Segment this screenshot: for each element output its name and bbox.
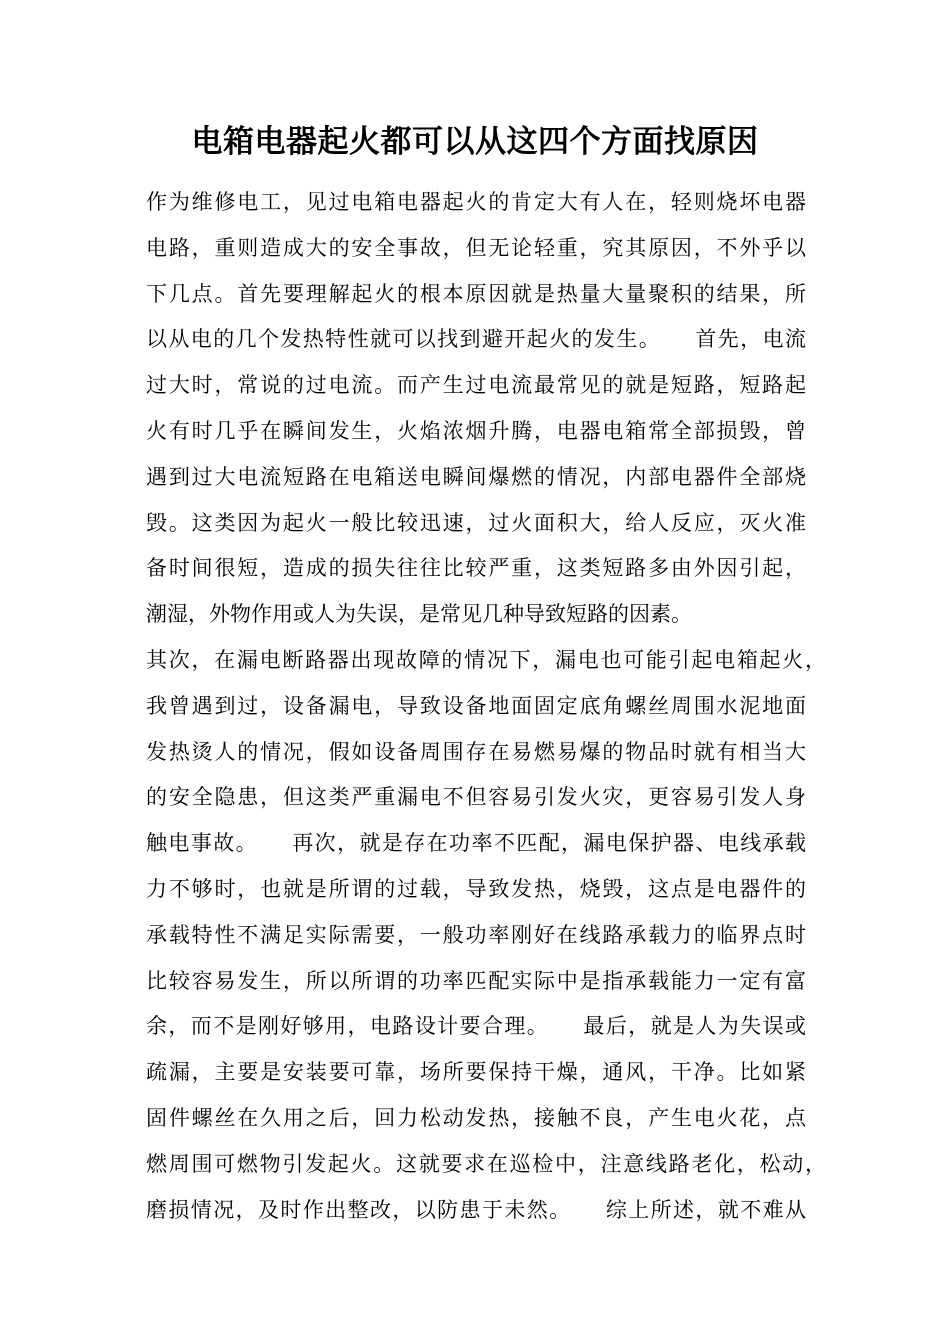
- text-line: 下几点。首先要理解起火的根本原因就是热量大量聚积的结果，所: [146, 281, 806, 306]
- text-line: 备时间很短，造成的损失往往比较严重，这类短路多由外因引起，: [146, 556, 806, 581]
- text-line: 火有时几乎在瞬间发生，火焰浓烟升腾，电器电箱常全部损毁，曾: [146, 418, 806, 443]
- text-line: 毁。这类因为起火一般比较迅速，过火面积大，给人反应，灭火准: [146, 510, 806, 535]
- text-line: 疏漏，主要是安装要可靠，场所要保持干燥，通风，干净。比如紧: [146, 1060, 806, 1085]
- text-line: 的安全隐患，但这类严重漏电不但容易引发火灾，更容易引发人身: [146, 785, 806, 810]
- text-line: 电路，重则造成大的安全事故，但无论轻重，究其原因，不外乎以: [146, 235, 806, 260]
- text-line: 磨损情况，及时作出整改，以防患于未然。 综上所述，就不难从: [146, 1197, 806, 1222]
- text-line: 承载特性不满足实际需要，一般功率刚好在线路承载力的临界点时: [146, 922, 806, 947]
- document-body: [146, 180, 826, 1233]
- document-title: 电箱电器起火都可以从这四个方面找原因: [191, 124, 759, 160]
- text-line: 潮湿，外物作用或人为失误，是常见几种导致短路的因素。: [146, 602, 692, 627]
- text-line: 发热烫人的情况，假如设备周围存在易燃易爆的物品时就有相当大: [146, 739, 806, 764]
- text-line: 作为维修电工，见过电箱电器起火的肯定大有人在，轻则烧坏电器: [146, 190, 806, 214]
- text-line: 燃周围可燃物引发起火。这就要求在巡检中，注意线路老化，松动，: [146, 1151, 826, 1176]
- text-line: 过大时，常说的过电流。而产生过电流最常见的就是短路，短路起: [146, 373, 806, 398]
- text-line: 其次，在漏电断路器出现故障的情况下，漏电也可能引起电箱起火，: [146, 647, 826, 672]
- text-line: 以从电的几个发热特性就可以找到避开起火的发生。 首先，电流: [146, 327, 806, 352]
- text-line: 固件螺丝在久用之后，回力松动发热，接触不良，产生电火花，点: [146, 1105, 806, 1130]
- text-line: 我曾遇到过，设备漏电，导致设备地面固定底角螺丝周围水泥地面: [146, 693, 806, 718]
- text-line: 比较容易发生，所以所谓的功率匹配实际中是指承载能力一定有富: [146, 968, 806, 993]
- text-line: 触电事故。 再次，就是存在功率不匹配，漏电保护器、电线承载: [146, 831, 806, 856]
- text-line: 余，而不是刚好够用，电路设计要合理。 最后，就是人为失误或: [146, 1014, 806, 1039]
- text-line: 力不够时，也就是所谓的过载，导致发热，烧毁，这点是电器件的: [146, 876, 806, 901]
- text-line: 遇到过大电流短路在电箱送电瞬间爆燃的情况，内部电器件全部烧: [146, 464, 806, 489]
